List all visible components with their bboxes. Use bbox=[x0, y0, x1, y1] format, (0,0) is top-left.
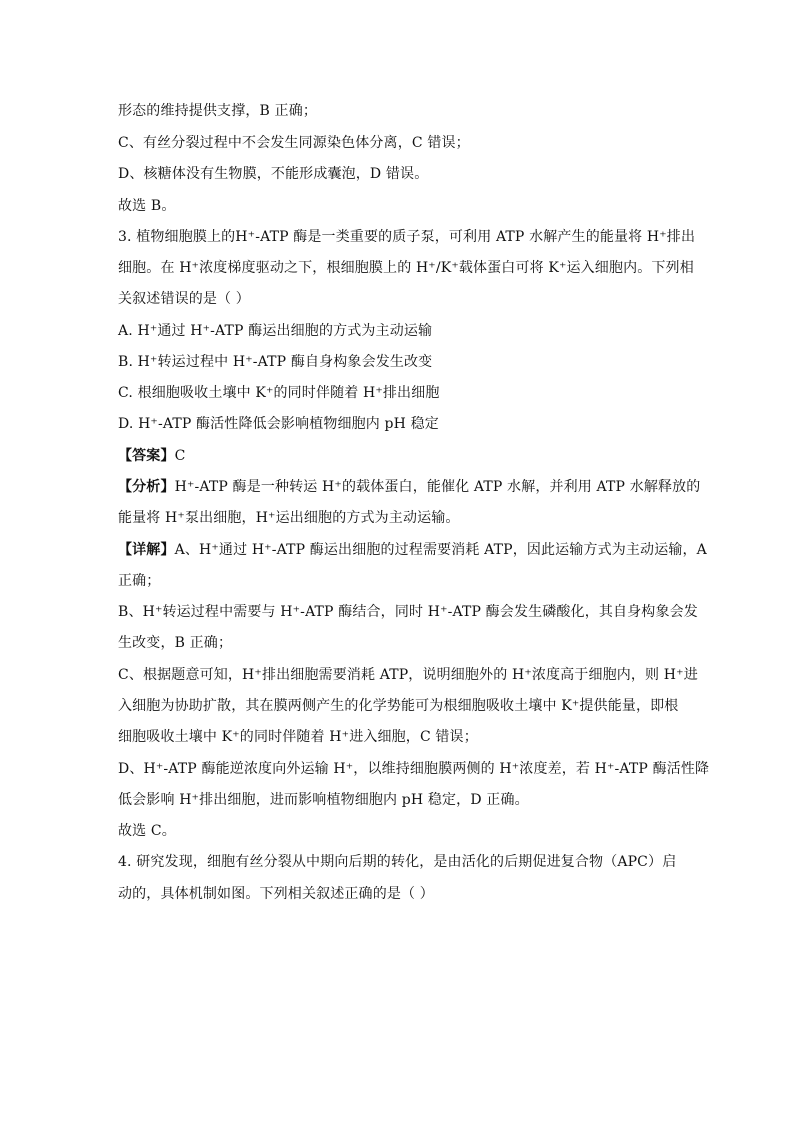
option-c: C. 根细胞吸收土壤中 K⁺的同时伴随着 H⁺排出细胞 bbox=[118, 385, 440, 401]
question-3-stem-line-1: 3. 植物细胞膜上的H⁺-ATP 酶是一类重要的质子泵，可利用 ATP 水解产生的能量将 H⁺排出 bbox=[118, 229, 696, 245]
text-line: B、H⁺转运过程中需要与 H⁺-ATP 酶结合，同时 H⁺-ATP 酶会发生磷酸化，其自身构象会发 bbox=[118, 604, 698, 620]
text-line: 能量将 H⁺泵出细胞，H⁺运出细胞的方式为主动运输。 bbox=[118, 510, 460, 526]
question-3-stem-line-2: 细胞。在 H⁺浓度梯度驱动之下，根细胞膜上的 H⁺/K⁺载体蛋白可将 K⁺运入细胞内。下列相 bbox=[118, 260, 694, 276]
option-a: A. H⁺通过 H⁺-ATP 酶运出细胞的方式为主动运输 bbox=[118, 323, 433, 339]
text-line: 生改变，B 正确； bbox=[118, 635, 233, 651]
text-line: 低会影响 H⁺排出细胞，进而影响植物细胞内 pH 稳定，D 正确。 bbox=[118, 792, 529, 808]
detail-line bbox=[118, 540, 707, 560]
answer-value: C bbox=[174, 448, 186, 464]
text-line: C、有丝分裂过程中不会发生同源染色体分离，C 错误； bbox=[118, 135, 470, 151]
answer-line bbox=[118, 446, 688, 466]
text-line: 细胞吸收土壤中 K⁺的同时伴随着 H⁺进入细胞，C 错误； bbox=[118, 729, 478, 745]
question-4-stem-line-2: 动的，具体机制如图。下列相关叙述正确的是（ ） bbox=[118, 886, 434, 902]
detail-label: 【详解】 bbox=[118, 542, 175, 558]
answer-label: 【答案】 bbox=[118, 448, 175, 464]
detail-text: A、H⁺通过 H⁺-ATP 酶运出细胞的过程需要消耗 ATP，因此运输方式为主动运输，A bbox=[174, 542, 707, 558]
text-line: C、根据题意可知，H⁺排出细胞需要消耗 ATP，说明细胞外的 H⁺浓度高于细胞内，则 H⁺进 bbox=[118, 667, 698, 683]
analysis-text: H⁺-ATP 酶是一种转运 H⁺的载体蛋白，能催化 ATP 水解，并利用 ATP 水解释放的 bbox=[174, 479, 701, 495]
text-line: D、核糖体没有生物膜，不能形成囊泡，D 错误。 bbox=[118, 166, 429, 182]
question-4-stem-line-1: 4. 研究发现，细胞有丝分裂从中期向后期的转化，是由活化的后期促进复合物（APC）启 bbox=[118, 854, 677, 870]
text-line: 故选 C。 bbox=[118, 823, 176, 839]
text-line: 故选 B。 bbox=[118, 198, 176, 214]
question-3-stem-line-3: 关叙述错误的是（ ） bbox=[118, 291, 250, 307]
text-line: 形态的维持提供支撑，B 正确； bbox=[118, 103, 317, 119]
analysis-label: 【分析】 bbox=[118, 479, 175, 495]
option-d: D. H⁺-ATP 酶活性降低会影响植物细胞内 pH 稳定 bbox=[118, 416, 439, 432]
text-line: D、H⁺-ATP 酶能逆浓度向外运输 H⁺，以维持细胞膜两侧的 H⁺浓度差，若 H⁺-ATP 酶活性降 bbox=[118, 761, 710, 777]
text-line: 入细胞为协助扩散，其在膜两侧产生的化学势能可为根细胞吸收土壤中 K⁺提供能量，即根 bbox=[118, 698, 679, 714]
option-b: B. H⁺转运过程中 H⁺-ATP 酶自身构象会发生改变 bbox=[118, 354, 433, 370]
text-line: 正确； bbox=[118, 573, 161, 589]
analysis-line bbox=[118, 477, 701, 497]
